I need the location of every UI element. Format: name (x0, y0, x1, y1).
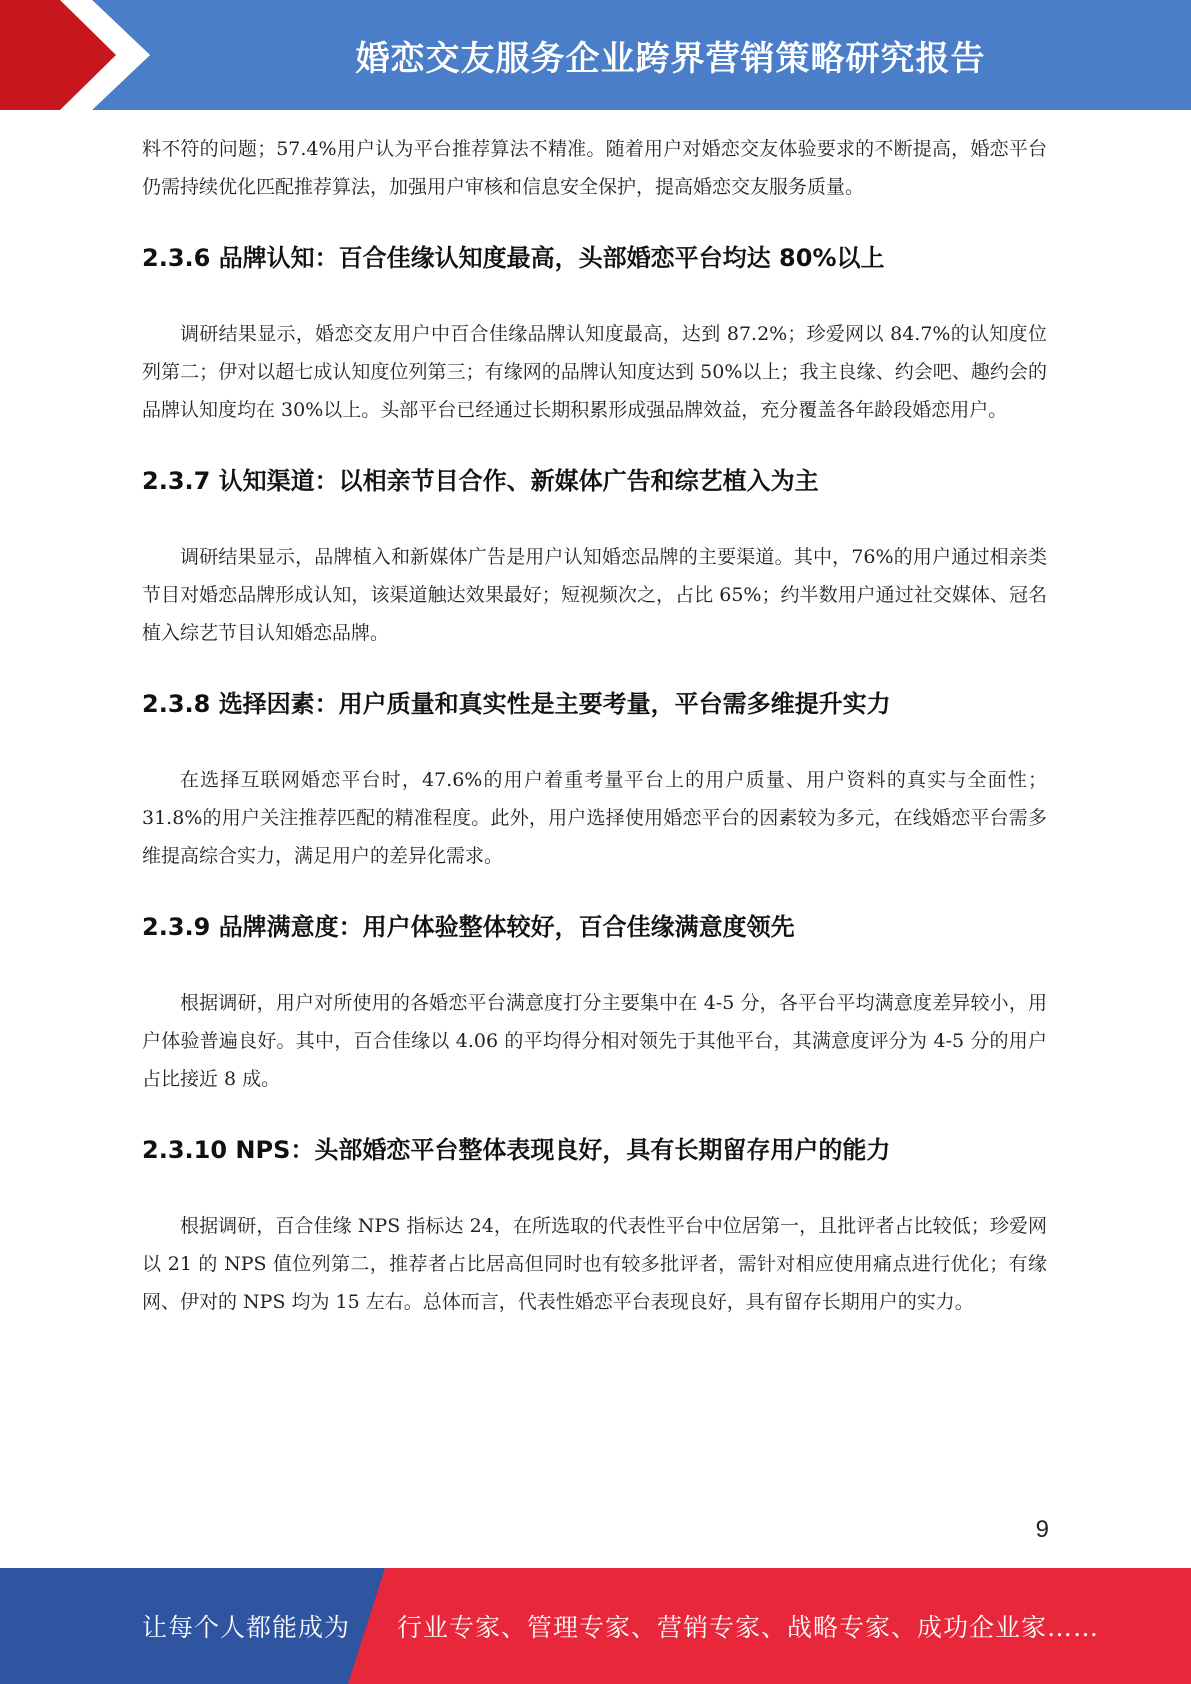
section-heading: 2.3.6 品牌认知：百合佳缘认知度最高，头部婚恋平台均达 80%以上 (142, 244, 885, 272)
report-title: 婚恋交友服务企业跨界营销策略研究报告 (355, 38, 986, 79)
main-content (142, 130, 1047, 1321)
section-heading: 2.3.7 认知渠道：以相亲节目合作、新媒体广告和综艺植入为主 (142, 467, 819, 495)
section-paragraph: 在选择互联网婚恋平台时，47.6%的用户着重考量平台上的用户质量、用户资料的真实与全面性；31.8%的用户关注推荐匹配的精准程度。此外，用户选择使用婚恋平台的因素较为多元，在线婚恋平台需多维提高综合实力，满足用户的差异化需求。 (142, 769, 1047, 867)
section-heading: 2.3.8 选择因素：用户质量和真实性是主要考量，平台需多维提升实力 (142, 690, 891, 718)
section-heading: 2.3.9 品牌满意度：用户体验整体较好，百合佳缘满意度领先 (142, 913, 795, 941)
section-heading: 2.3.10 NPS：头部婚恋平台整体表现良好，具有长期留存用户的能力 (142, 1136, 891, 1164)
footer-banner (0, 1568, 1191, 1684)
header-chevron-graphic (0, 0, 160, 110)
footer-slogan-left: 让每个人都能成为 (142, 1613, 351, 1642)
section-paragraph: 根据调研，百合佳缘 NPS 指标达 24，在所选取的代表性平台中位居第一，且批评者占比较低；珍爱网以 21 的 NPS 值位列第二，推荐者占比居高但同时也有较多批评者，需针对相应使用痛点进行优化；有缘网、伊对的 NPS 均为 15 左右。总体而言，代表性婚恋平台表现良好，具有留存长期用户的实力。 (142, 1215, 1047, 1313)
section-paragraph: 根据调研，用户对所使用的各婚恋平台满意度打分主要集中在 4-5 分，各平台平均满意度差异较小，用户体验普遍良好。其中，百合佳缘以 4.06 的平均得分相对领先于其他平台，其满意度评分为 4-5 分的用户占比接近 8 成。 (142, 992, 1047, 1090)
footer-slogan-right: 行业专家、管理专家、营销专家、战略专家、成功企业家…… (397, 1613, 1100, 1642)
section-paragraph: 调研结果显示，婚恋交友用户中百合佳缘品牌认知度最高，达到 87.2%；珍爱网以 84.7%的认知度位列第二；伊对以超七成认知度位列第三；有缘网的品牌认知度达到 50%以上；我主良缘、约会吧、趣约会的品牌认知度均在 30%以上。头部平台已经通过长期积累形成强品牌效益，充分覆盖各年龄段婚恋用户。 (142, 323, 1047, 421)
page-number: 9 (1035, 1516, 1049, 1543)
intro-paragraph: 料不符的问题；57.4%用户认为平台推荐算法不精准。随着用户对婚恋交友体验要求的不断提高，婚恋平台仍需持续优化匹配推荐算法，加强用户审核和信息安全保护，提高婚恋交友服务质量。 (142, 138, 1047, 198)
section-paragraph: 调研结果显示，品牌植入和新媒体广告是用户认知婚恋品牌的主要渠道。其中，76%的用户通过相亲类节目对婚恋品牌形成认知，该渠道触达效果最好；短视频次之，占比 65%；约半数用户通过社交媒体、冠名植入综艺节目认知婚恋品牌。 (142, 546, 1047, 644)
header-banner (0, 0, 1191, 110)
